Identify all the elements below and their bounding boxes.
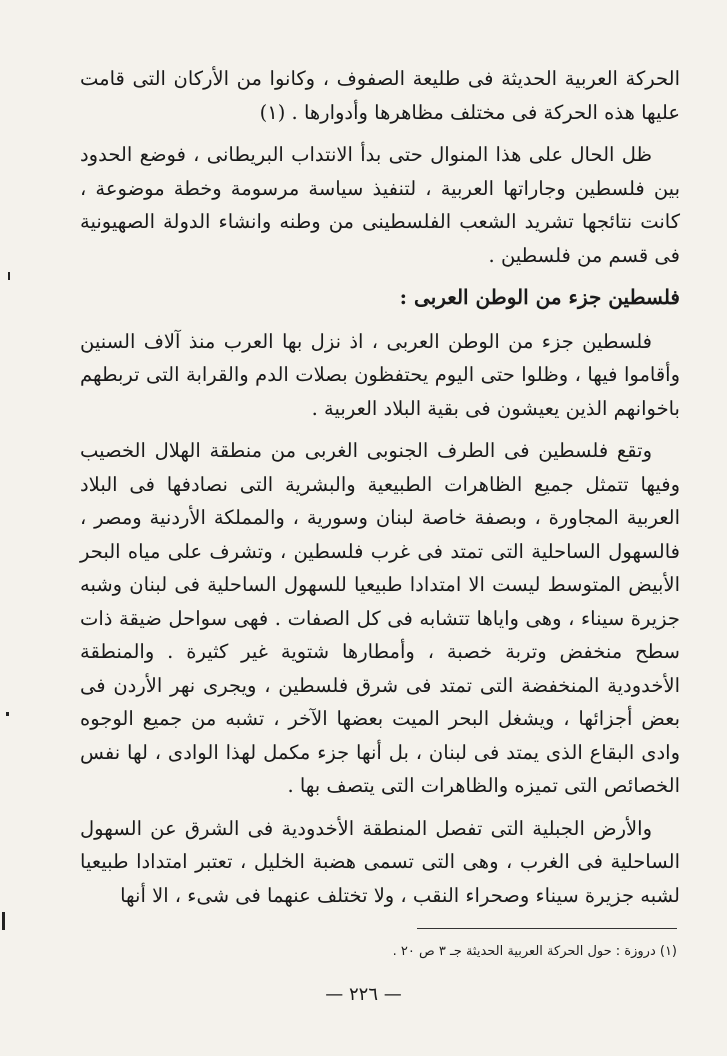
scan-mark-middle xyxy=(6,712,9,716)
paragraph-1: الحركة العربية الحديثة فى طليعة الصفوف ، وكانوا من الأركان التى قامت عليها هذه الحركة فى مختلف مظاهرها وأدوارها . (١) xyxy=(80,67,680,124)
page-body xyxy=(80,62,680,921)
paragraph-2: ظل الحال على هذا المنوال حتى بدأ الانتداب البريطانى ، فوضع الحدود بين فلسطين وجاراتها العربية ، لتنفيذ سياسة مرسومة وخطة موضوعة ، كانت نتائجها تشريد الشعب الفلسطينى من وطنه وانشاء الدولة الصهيونية فى قسم من فلسطين . xyxy=(80,143,680,267)
section-heading: فلسطين جزء من الوطن العربى : xyxy=(399,285,680,309)
scan-mark-bottom xyxy=(2,912,5,930)
footnote-divider xyxy=(417,928,677,929)
section-paragraph-1: فلسطين جزء من الوطن العربى ، اذ نزل بها العرب منذ آلاف السنين وأقاموا فيها ، وظلوا حتى اليوم يحتفظون بصلات الدم والقرابة التى تربطهم باخوانهم الذين يعيشون فى بقية البلاد العربية . xyxy=(80,329,680,420)
footnote: (١) دروزة : حول الحركة العربية الحديثة جـ ٣ ص ٢٠ . xyxy=(392,944,677,959)
section-paragraph-2: وتقع فلسطين فى الطرف الجنوبى الغربى من منطقة الهلال الخصيب وفيها تتمثل جميع الظاهرات الطبيعية والبشرية التى نصادفها فى البلاد العربية المجاورة ، وبصفة خاصة لبنان وسورية ، والمملكة الأردنية ومصر ، فالسهول الساحلية التى تمتد فى غرب فلسطين ، وتشرف على مياه البحر الأبيض المتوسط ليست الا امتدادا طبيعيا للسهول الساحلية فى لبنان وشبه جزيرة سيناء ، وهى واياها تتشابه فى كل الصفات . فهى سواحل ضيقة ذات سطح منخفض وتربة خصبة ، وأمطارها شتوية غير كثيرة . والمنطقة الأخدودية المنخفضة التى تمتد فى شرق فلسطين ، ويجرى نهر الأردن فى بعض أجزائها ، ويشغل البحر الميت بعضها الآخر ، تشبه من جميع الوجوه وادى البقاع الذى يمتد فى لبنان ، بل أنها جزء مكمل لهذا الوادى ، لها نفس الخصائص التى تميزه والظاهرات التى يتصف بها . xyxy=(80,439,680,797)
section-paragraph-3: والأرض الجبلية التى تفصل المنطقة الأخدودية فى الشرق عن السهول الساحلية فى الغرب ، وهى التى تسمى هضبة الخليل ، تعتبر امتدادا طبيعيا لشبه جزيرة سيناء وصحراء النقب ، ولا تختلف عنهما فى شىء ، الا أنها xyxy=(80,816,680,907)
page-number: — ٢٢٦ — xyxy=(325,984,402,1005)
scan-mark-top xyxy=(8,272,10,280)
